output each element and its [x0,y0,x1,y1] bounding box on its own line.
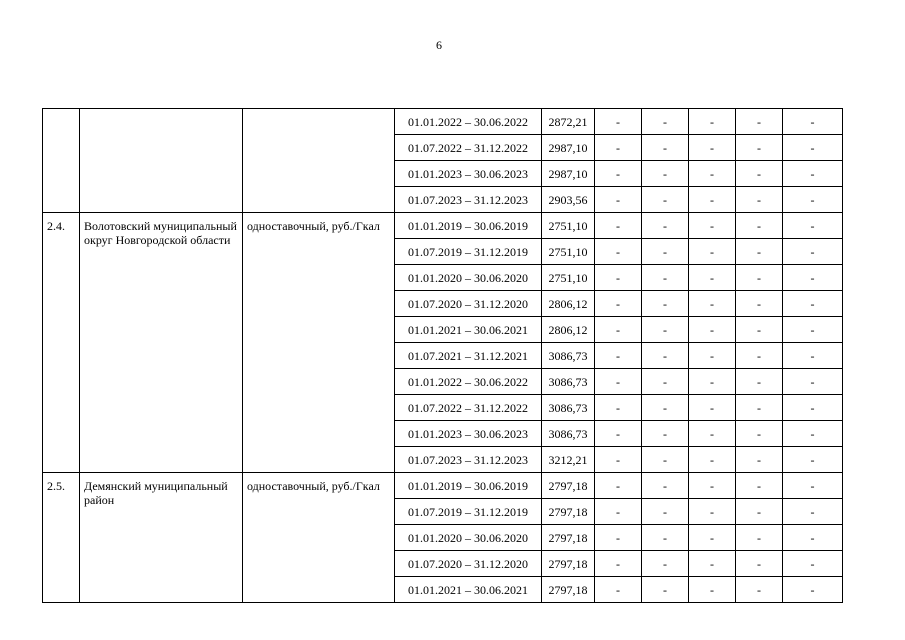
dash-cell: - [736,447,783,473]
period-cell: 01.07.2021 – 31.12.2021 [395,343,542,369]
period-cell: 01.01.2021 – 30.06.2021 [395,317,542,343]
dash-cell: - [783,577,843,603]
tariff-value-cell: 2751,10 [542,239,595,265]
dash-cell: - [783,213,843,239]
dash-cell: - [689,473,736,499]
dash-cell: - [595,161,642,187]
dash-cell: - [689,369,736,395]
tariff-value-cell: 2797,18 [542,473,595,499]
dash-cell: - [689,317,736,343]
dash-cell: - [783,421,843,447]
dash-cell: - [736,161,783,187]
dash-cell: - [783,343,843,369]
dash-cell: - [783,135,843,161]
tariff-value-cell: 2751,10 [542,265,595,291]
period-cell: 01.07.2022 – 31.12.2022 [395,395,542,421]
tariff-type-cell: одноставочный, руб./Гкал [243,473,395,603]
period-cell: 01.07.2023 – 31.12.2023 [395,447,542,473]
dash-cell: - [736,317,783,343]
dash-cell: - [736,343,783,369]
dash-cell: - [595,369,642,395]
period-cell: 01.07.2020 – 31.12.2020 [395,291,542,317]
dash-cell: - [595,265,642,291]
dash-cell: - [595,499,642,525]
dash-cell: - [595,291,642,317]
dash-cell: - [783,109,843,135]
dash-cell: - [642,239,689,265]
tariff-value-cell: 2797,18 [542,551,595,577]
dash-cell: - [595,577,642,603]
period-cell: 01.01.2022 – 30.06.2022 [395,369,542,395]
dash-cell: - [736,369,783,395]
dash-cell: - [689,161,736,187]
dash-cell: - [595,239,642,265]
tariff-value-cell: 2797,18 [542,577,595,603]
dash-cell: - [689,291,736,317]
dash-cell: - [689,525,736,551]
period-cell: 01.07.2023 – 31.12.2023 [395,187,542,213]
table-row [43,213,843,239]
dash-cell: - [642,577,689,603]
dash-cell: - [783,551,843,577]
dash-cell: - [642,343,689,369]
tariff-type-cell [243,109,395,213]
dash-cell: - [642,395,689,421]
period-cell: 01.07.2020 – 31.12.2020 [395,551,542,577]
dash-cell: - [689,551,736,577]
dash-cell: - [689,343,736,369]
dash-cell: - [595,525,642,551]
dash-cell: - [642,213,689,239]
tariff-value-cell: 2872,21 [542,109,595,135]
dash-cell: - [642,135,689,161]
dash-cell: - [736,525,783,551]
dash-cell: - [689,421,736,447]
period-cell: 01.01.2023 – 30.06.2023 [395,421,542,447]
dash-cell: - [736,499,783,525]
dash-cell: - [642,369,689,395]
period-cell: 01.01.2022 – 30.06.2022 [395,109,542,135]
dash-cell: - [783,187,843,213]
dash-cell: - [689,499,736,525]
dash-cell: - [642,265,689,291]
dash-cell: - [595,135,642,161]
tariff-value-cell: 3212,21 [542,447,595,473]
dash-cell: - [736,109,783,135]
tariff-value-cell: 2987,10 [542,135,595,161]
tariff-value-cell: 3086,73 [542,421,595,447]
dash-cell: - [783,317,843,343]
dash-cell: - [783,447,843,473]
dash-cell: - [595,551,642,577]
dash-cell: - [595,343,642,369]
dash-cell: - [736,551,783,577]
dash-cell: - [642,161,689,187]
tariff-value-cell: 2806,12 [542,291,595,317]
period-cell: 01.07.2019 – 31.12.2019 [395,239,542,265]
dash-cell: - [689,135,736,161]
dash-cell: - [595,109,642,135]
dash-cell: - [783,473,843,499]
dash-cell: - [783,525,843,551]
table-row [43,109,843,135]
dash-cell: - [783,239,843,265]
tariff-value-cell: 3086,73 [542,369,595,395]
tariff-value-cell: 2987,10 [542,161,595,187]
dash-cell: - [736,395,783,421]
municipality-cell [80,109,243,213]
period-cell: 01.01.2023 – 30.06.2023 [395,161,542,187]
dash-cell: - [642,421,689,447]
dash-cell: - [642,187,689,213]
dash-cell: - [736,239,783,265]
dash-cell: - [642,551,689,577]
table-body [43,109,843,603]
period-cell: 01.07.2019 – 31.12.2019 [395,499,542,525]
municipality-cell: Демянский муниципальный район [80,473,243,603]
municipality-cell: Волотовский муниципальный округ Новгородской области [80,213,243,473]
dash-cell: - [642,473,689,499]
dash-cell: - [736,473,783,499]
tariff-value-cell: 2903,56 [542,187,595,213]
dash-cell: - [642,499,689,525]
dash-cell: - [642,317,689,343]
page-number: 6 [436,38,442,52]
tariff-value-cell: 2797,18 [542,499,595,525]
dash-cell: - [783,369,843,395]
dash-cell: - [736,265,783,291]
dash-cell: - [736,577,783,603]
dash-cell: - [595,473,642,499]
dash-cell: - [689,213,736,239]
dash-cell: - [595,317,642,343]
dash-cell: - [736,187,783,213]
period-cell: 01.01.2020 – 30.06.2020 [395,265,542,291]
dash-cell: - [689,265,736,291]
dash-cell: - [595,447,642,473]
tariff-value-cell: 2806,12 [542,317,595,343]
dash-cell: - [689,239,736,265]
dash-cell: - [689,395,736,421]
dash-cell: - [783,499,843,525]
table-row [43,473,843,499]
dash-cell: - [689,187,736,213]
dash-cell: - [783,291,843,317]
period-cell: 01.01.2021 – 30.06.2021 [395,577,542,603]
dash-cell: - [689,109,736,135]
dash-cell: - [595,421,642,447]
period-cell: 01.01.2019 – 30.06.2019 [395,213,542,239]
row-number-cell: 2.5. [43,473,80,603]
row-number-cell: 2.4. [43,213,80,473]
dash-cell: - [783,161,843,187]
dash-cell: - [783,265,843,291]
dash-cell: - [736,291,783,317]
dash-cell: - [783,395,843,421]
tariff-type-cell: одноставочный, руб./Гкал [243,213,395,473]
tariff-value-cell: 3086,73 [542,343,595,369]
period-cell: 01.01.2019 – 30.06.2019 [395,473,542,499]
dash-cell: - [642,525,689,551]
dash-cell: - [642,109,689,135]
row-number-cell [43,109,80,213]
period-cell: 01.01.2020 – 30.06.2020 [395,525,542,551]
tariff-value-cell: 2751,10 [542,213,595,239]
dash-cell: - [595,395,642,421]
dash-cell: - [689,447,736,473]
tariff-table [42,108,843,603]
dash-cell: - [595,213,642,239]
dash-cell: - [642,447,689,473]
dash-cell: - [736,421,783,447]
dash-cell: - [689,577,736,603]
dash-cell: - [642,291,689,317]
dash-cell: - [736,213,783,239]
tariff-value-cell: 3086,73 [542,395,595,421]
period-cell: 01.07.2022 – 31.12.2022 [395,135,542,161]
tariff-value-cell: 2797,18 [542,525,595,551]
dash-cell: - [595,187,642,213]
dash-cell: - [736,135,783,161]
